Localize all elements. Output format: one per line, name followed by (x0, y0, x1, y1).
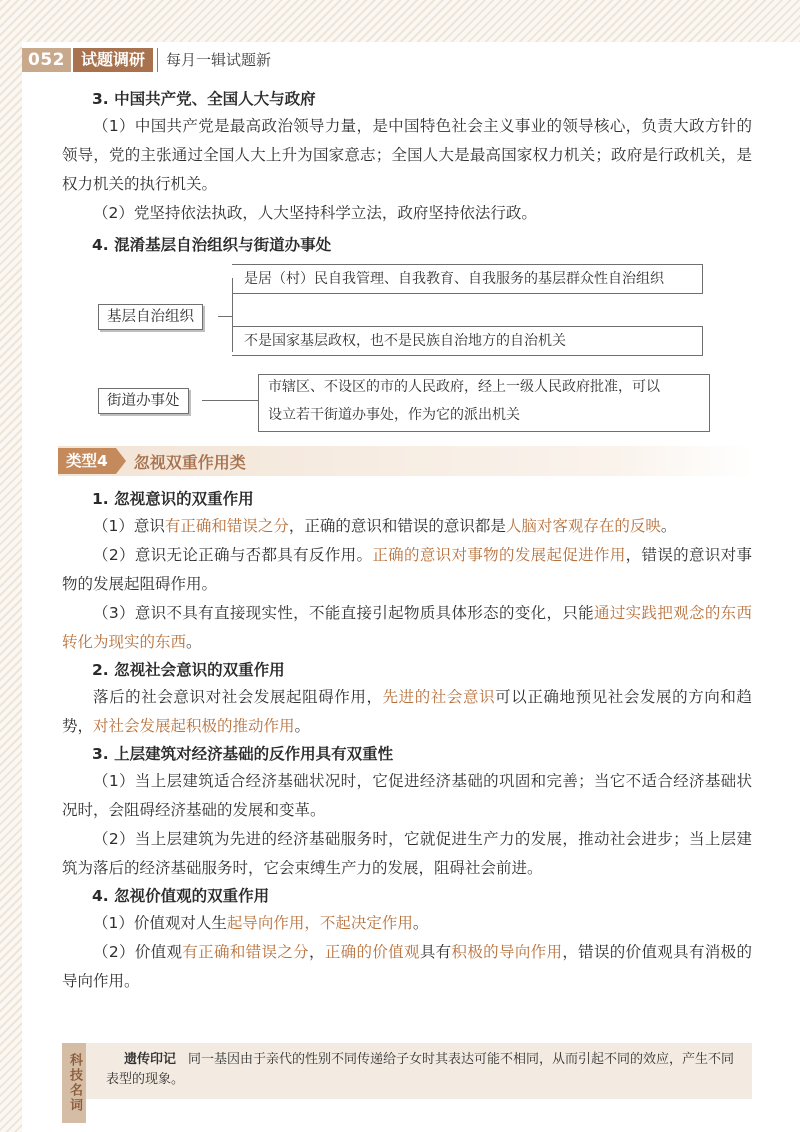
type-tag: 类型4 (58, 448, 116, 474)
diagram-text: 市辖区、不设区的市的人民政府，经上一级人民政府批准，可以 (268, 379, 660, 395)
comparison-diagram (62, 264, 752, 438)
glossary-side-label: 科技名词 (62, 1043, 86, 1123)
page-number: 052 (22, 48, 71, 72)
paragraph: （1）中国共产党是最高政治领导力量，是中国特色社会主义事业的领导核心，负责大政方针的领导，党的主张通过全国人大上升为国家意志；全国人大是最高国家权力机关；政府是行政机关，是权力机关的执行机关。 (62, 117, 752, 193)
type-title: 忽视双重作用类 (133, 452, 246, 472)
paragraph: （1）意识有正确和错误之分，正确的意识和错误的意识都是人脑对客观存在的反映。 (93, 517, 677, 535)
heading-s4: 4. 混淆基层自治组织与街道办事处 (92, 236, 332, 254)
diagram-text: 设立若干街道办事处，作为它的派出机关 (268, 407, 520, 423)
main-content (62, 86, 752, 996)
paragraph: （2）意识无论正确与否都具有反作用。正确的意识对事物的发展起促进作用，错误的意识对事物的发展起阻碍作用。 (62, 546, 752, 593)
heading-t3: 3. 上层建筑对经济基础的反作用具有双重性 (92, 745, 394, 763)
diagram-label-self-govern: 基层自治组织 (98, 304, 203, 330)
connector-line (218, 316, 232, 317)
heading-t2: 2. 忽视社会意识的双重作用 (92, 661, 285, 679)
heading-s3: 3. 中国共产党、全国人大与政府 (92, 90, 316, 108)
left-hatch-border (0, 0, 22, 1132)
paragraph: （3）意识不具有直接现实性，不能直接引起物质具体形态的变化，只能通过实践把观念的东西转化为现实的东西。 (62, 604, 752, 651)
heading-t1: 1. 忽视意识的双重作用 (92, 490, 254, 508)
page-header (22, 48, 271, 72)
connector-line (202, 400, 258, 401)
glossary-term: 遗传印记 (124, 1052, 177, 1067)
type-banner (58, 446, 752, 476)
paragraph: （2）当上层建筑为先进的经济基础服务时，它就促进生产力的发展，推动社会进步；当上层建筑为落后的经济基础服务时，它会束缚生产力的发展，阻碍社会前进。 (62, 830, 752, 877)
glossary-definition: 同一基因由于亲代的性别不同传递给子女时其表达可能不相同，从而引起不同的效应，产生不同表型的现象。 (106, 1052, 735, 1087)
chevron-right-icon (116, 448, 126, 474)
paragraph: 落后的社会意识对社会发展起阻碍作用，先进的社会意识可以正确地预见社会发展的方向和趋势，对社会发展起积极的推动作用。 (62, 688, 752, 735)
paragraph: （1）当上层建筑适合经济基础状况时，它促进经济基础的巩固和完善；当它不适合经济基础状况时，会阻碍经济基础的发展和变革。 (62, 772, 752, 819)
top-hatch-border (0, 0, 800, 42)
heading-t4: 4. 忽视价值观的双重作用 (92, 887, 270, 905)
diagram-label-street-office: 街道办事处 (98, 388, 189, 414)
diagram-text: 是居（村）民自我管理、自我教育、自我服务的基层群众性自治组织 (244, 271, 664, 287)
diagram-text: 不是国家基层政权，也不是民族自治地方的自治机关 (244, 333, 566, 349)
series-name: 每月一辑试题新 (157, 48, 271, 72)
paragraph: （2）党坚持依法执政，人大坚持科学立法，政府坚持依法行政。 (93, 204, 537, 222)
section-tag: 试题调研 (73, 48, 153, 72)
paragraph: （1）价值观对人生起导向作用，不起决定作用。 (93, 914, 429, 932)
paragraph: （2）价值观有正确和错误之分，正确的价值观具有积极的导向作用，错误的价值观具有消极的导向作用。 (62, 943, 752, 990)
glossary-text (106, 1050, 736, 1090)
